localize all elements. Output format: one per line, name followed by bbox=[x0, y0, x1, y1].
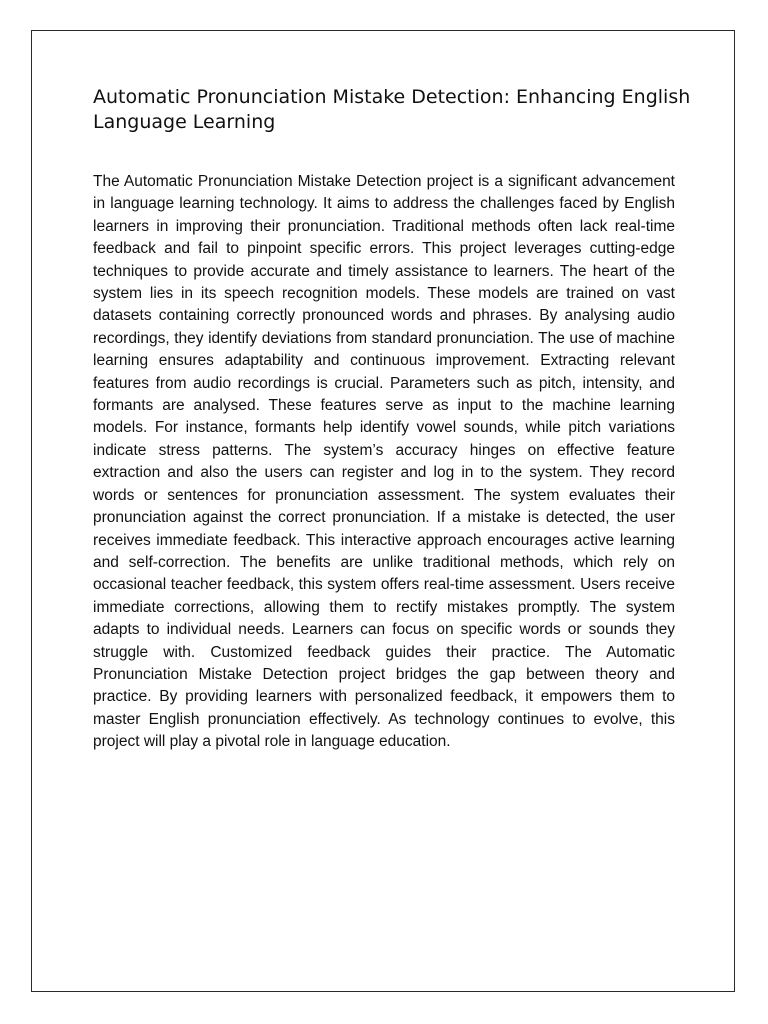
document-page bbox=[31, 30, 735, 992]
document-body-paragraph: The Automatic Pronunciation Mistake Detection project is a significant advancement in language learning technology. It aims to address the challenges faced by English learners in improving their pronunciation. Traditional methods often lack real-time feedback and fail to pinpoint specific errors. This project leverages cutting-edge techniques to provide accurate and timely assistance to learners. The heart of the system lies in its speech recognition models. These models are trained on vast datasets containing correctly pronounced words and phrases. By analysing audio recordings, they identify deviations from standard pronunciation. The use of machine learning ensures adaptability and continuous improvement. Extracting relevant features from audio recordings is crucial. Parameters such as pitch, intensity, and formants are analysed. These features serve as input to the machine learning models. For instance, formants help identify vowel sounds, while pitch variations indicate stress patterns. The system’s accuracy hinges on effective feature extraction and also the users can register and log in to the system. They record words or sentences for pronunciation assessment. The system evaluates their pronunciation against the correct pronunciation. If a mistake is detected, the user receives immediate feedback. This interactive approach encourages active learning and self-correction. The benefits are unlike traditional methods, which rely on occasional teacher feedback, this system offers real-time assessment. Users receive immediate corrections, allowing them to rectify mistakes promptly. The system adapts to individual needs. Learners can focus on specific words or sounds they struggle with. Customized feedback guides their practice. The Automatic Pronunciation Mistake Detection project bridges the gap between theory and practice. By providing learners with personalized feedback, it empowers them to master English pronunciation effectively. As technology continues to evolve, this project will play a pivotal role in language education. bbox=[93, 173, 675, 751]
document-title: Automatic Pronunciation Mistake Detection: Enhancing English Language Learning bbox=[93, 86, 691, 133]
